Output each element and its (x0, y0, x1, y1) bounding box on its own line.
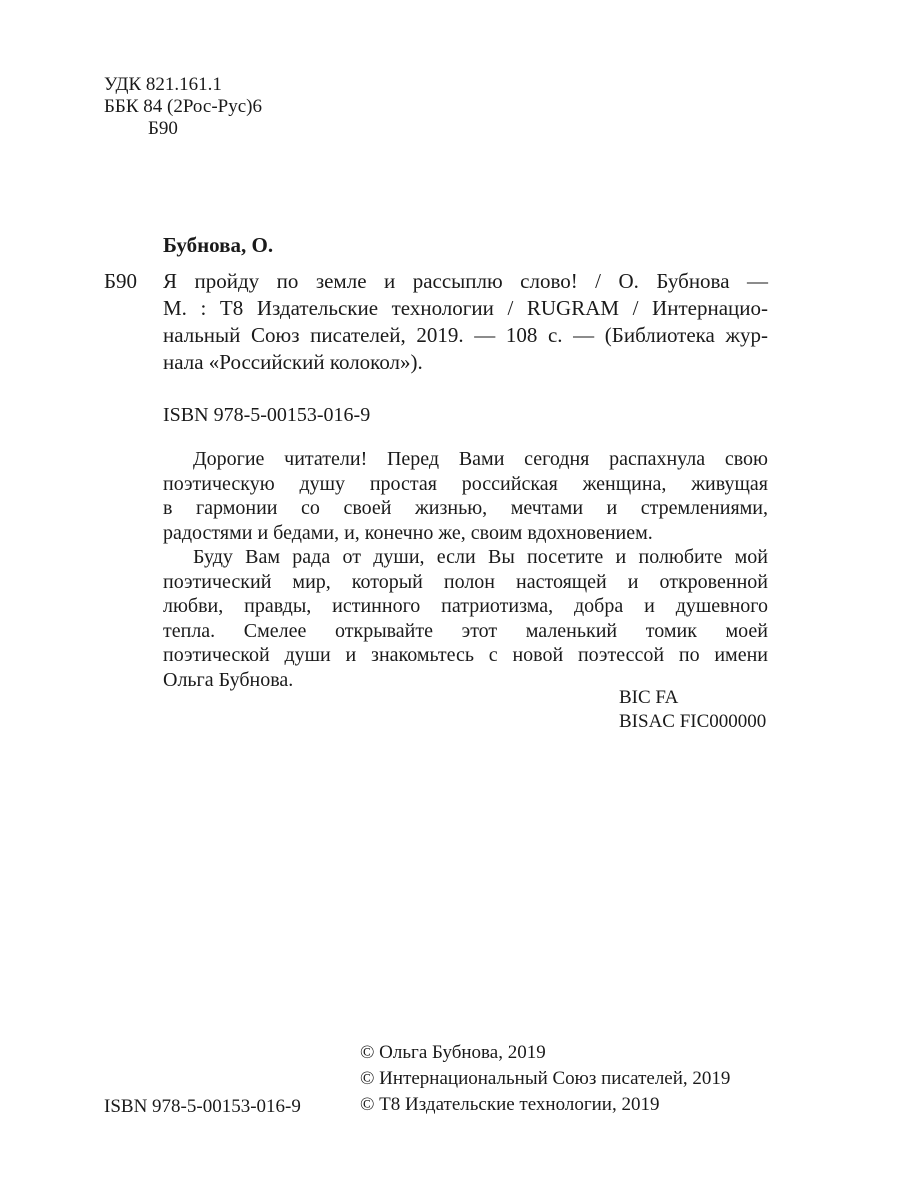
bic-code: BIC FA (619, 687, 679, 708)
annotation (163, 447, 768, 692)
subject-classification (619, 686, 766, 734)
bibliographic-record (163, 268, 768, 376)
annotation-line: любви, правды, истинного патриотизма, добра и душевного (163, 595, 768, 617)
copyright-line: © Ольга Бубнова, 2019 (360, 1042, 546, 1063)
annotation-line: поэтической души и знакомьтесь с новой поэтессой по имени (163, 644, 768, 666)
record-line: нальный Союз писателей, 2019. — 108 с. — (Библиотека жур- (163, 323, 768, 347)
author-sign-code: Б90 (148, 118, 178, 139)
record-line: нала «Российский колокол»). (163, 350, 423, 374)
record-line: М. : Т8 Издательские технологии / RUGRAM / Интернацио- (163, 296, 768, 320)
annotation-line: тепла. Смелее открывайте этот маленький томик моей (163, 619, 768, 642)
author-heading: Бубнова, О. (163, 233, 274, 257)
isbn-main: ISBN 978-5-00153-016-9 (163, 404, 371, 426)
annotation-line: Дорогие читатели! Перед Вами сегодня распахнула свою (193, 448, 768, 470)
bisac-code: BISAC FIC000000 (619, 711, 767, 732)
annotation-line: в гармонии со своей жизнью, мечтами и стремлениями, (163, 497, 768, 519)
annotation-line: Ольга Бубнова. (163, 668, 294, 691)
annotation-line: поэтическую душу простая российская женщина, живущая (163, 472, 768, 495)
record-line: Я пройду по земле и рассыплю слово! / О. Бубнова — (163, 269, 768, 293)
bbk-code: ББК 84 (2Рос-Рус)6 (104, 96, 262, 117)
annotation-line: радостями и бедами, и, конечно же, своим вдохновением. (163, 521, 653, 544)
annotation-line: Буду Вам рада от души, если Вы посетите и полюбите мой (193, 546, 768, 568)
copyright-notices (360, 1040, 730, 1118)
isbn-footer: ISBN 978-5-00153-016-9 (104, 1096, 301, 1117)
copyright-line: © Т8 Издательские технологии, 2019 (360, 1094, 660, 1115)
udk-code: УДК 821.161.1 (104, 74, 222, 95)
copyright-line: © Интернациональный Союз писателей, 2019 (360, 1068, 731, 1089)
record-shelf-code: Б90 (104, 269, 138, 293)
annotation-line: поэтический мир, который полон настоящей и откровенной (163, 570, 768, 593)
classification-codes (104, 74, 262, 140)
